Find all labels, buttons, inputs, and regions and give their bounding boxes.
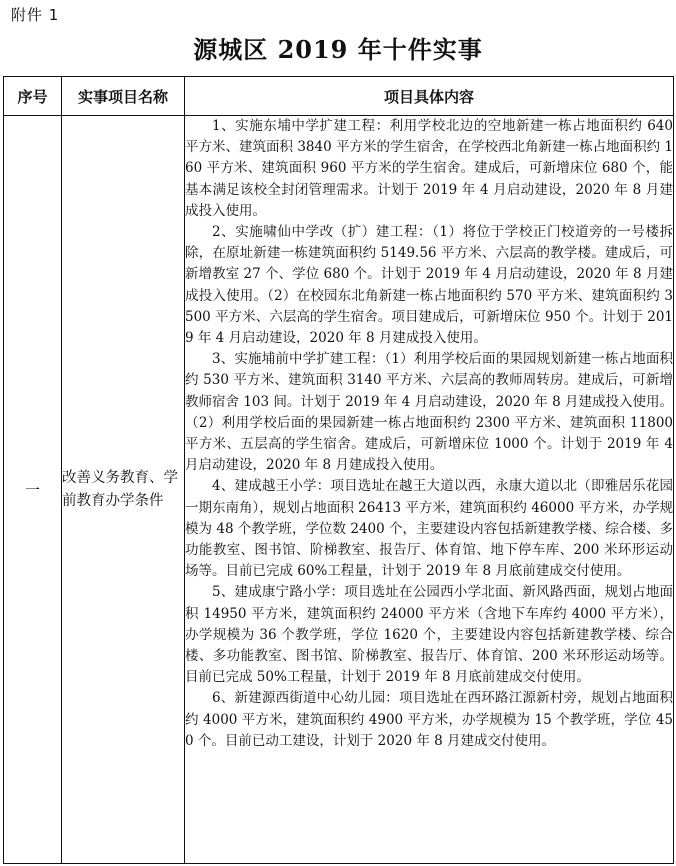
content-paragraph-2: 2、实施啸仙中学改（扩）建工程：（1）将位于学校正门校道旁的一号楼拆除，在原址新建一栋建筑面积约 5149.56 平方米、六层高的教学楼。建成后，可新增教室 27 个、学位 680 个。计划于 2019 年 4 月启动建设，2020 年 8 月建成投入使用。（2）在校园东北角新建一栋占地面积约 570 平方米、建筑面积约 3500 平方米、六层高的学生宿舍。项目建成后，可新增床位 950 个。计划于 2019 年 4 月启动建设，2020 年 8 月建成投入使用。 xyxy=(185,224,673,347)
content-paragraph-4: 4、建成越王小学：项目选址在越王大道以西，永康大道以北（即雅居乐花园一期东南角），规划占地面积 26413 平方米，建筑面积约 46000 平方米，办学规模为 48 个教学班，学位数 2400 个，主要建设内容包括新建教学楼、综合楼、多功能教室、图书馆、阶梯教室、报告厅、体育馆、地下停车库、200 米环形运动场等。目前已完成 60%工程量，计划于 2019 年 8 月底前建成交付使用。 xyxy=(185,478,673,580)
table-row xyxy=(4,116,674,864)
content-paragraph-3: 3、实施埔前中学扩建工程：（1）利用学校后面的果园规划新建一栋占地面积约 530 平方米、建筑面积 3140 平方米、六层高的教师周转房。建成后，可新增教师宿舍 103 间。计划于 2019 年 4 月启动建设，2020 年 8 月建成投入使用。（2）利用学校后面的果园新建一栋占地面积约 2300 平方米、建筑面积 11800 平方米、五层高的学生宿舍。建成后，可新增床位 1000 个。计划于 2019 年 4 月启动建设，2020 年 8 月建成投入使用。 xyxy=(185,351,673,474)
content-paragraph-6: 6、新建源西街道中心幼儿园：项目选址在西环路江源新村旁，规划占地面积约 4000 平方米，建筑面积约 4900 平方米，办学规模为 15 个教学班，学位 450 个。目前已动工建设，计划于 2020 年 8 月建成交付使用。 xyxy=(185,690,673,749)
header-seq: 序号 xyxy=(4,77,62,116)
row-project-content xyxy=(185,116,674,864)
content-paragraph-1: 1、实施东埔中学扩建工程：利用学校北边的空地新建一栋占地面积约 640 平方米、建筑面积 3840 平方米的学生宿舍，在学校西北角新建一栋占地面积约 160 平方米、建筑面积 960 平方米的学生宿舍。建成后，可新增床位 680 个，能基本满足该校全封闭管理需求。计划于 2019 年 4 月启动建设，2020 年 8 月建成投入使用。 xyxy=(185,118,673,219)
content-paragraph-5: 5、建成康宁路小学：项目选址在公园西小学北面、新风路西面，规划占地面积 14950 平方米，建筑面积约 24000 平方米（含地下车库约 4000 平方米），办学规模为 36 个教学班，学位 1620 个，主要建设内容包括新建教学楼、综合楼、多功能教室、图书馆、阶梯教室、报告厅、体育馆、200 米环形运动场等。目前已完成 50%工程量，计划于 2019 年 8 月底前建成交付使用。 xyxy=(185,584,673,686)
row-seq: 一 xyxy=(4,116,62,864)
row-project-name: 改善义务教育、学前教育办学条件 xyxy=(62,116,185,864)
header-project-name: 实事项目名称 xyxy=(62,77,185,116)
table-header-row xyxy=(4,77,674,116)
header-project-content: 项目具体内容 xyxy=(185,77,674,116)
projects-table xyxy=(3,76,674,864)
document-title: 源城区 2019 年十件实事 xyxy=(193,35,483,64)
attachment-label: 附件 1 xyxy=(11,6,60,24)
